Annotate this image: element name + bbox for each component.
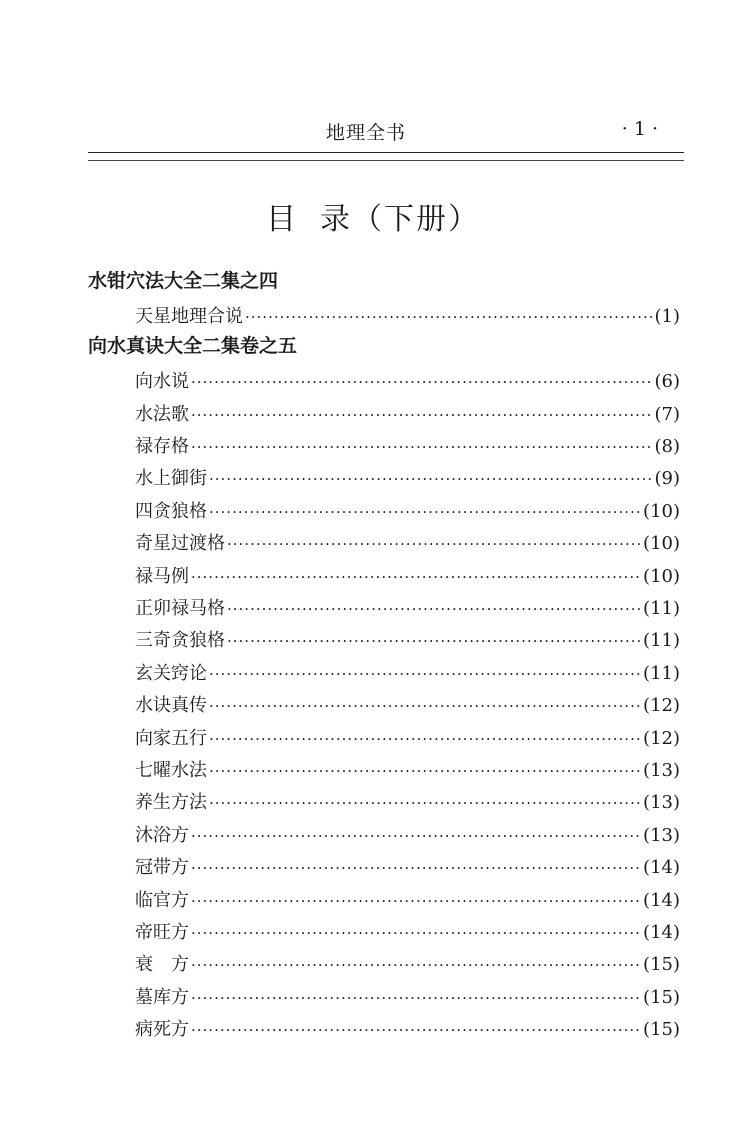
dot-leader [209,730,641,748]
toc-entry-title: 三奇贪狼格 [135,630,225,652]
dot-leader [191,892,641,910]
toc-entry-page: (11) [643,598,680,619]
toc-entry [135,918,680,948]
toc-entry-title: 四贪狼格 [135,500,207,522]
toc-entry-title: 水诀真传 [135,695,207,717]
dot-leader [191,859,641,877]
toc-entry-title: 正卯禄马格 [135,598,225,619]
book-title: 地理全书 [326,122,407,144]
dot-leader [191,956,641,974]
dot-leader [209,794,641,812]
dot-leader [209,665,641,683]
toc-entry-title: 向家五行 [135,727,207,749]
dot-leader [227,632,641,650]
toc-entry-page: (15) [643,986,680,1008]
running-header [88,118,684,148]
toc-entry [135,853,680,883]
toc-entry-title: 临官方 [135,889,189,911]
dot-leader [191,438,653,456]
toc-entry [135,626,680,656]
toc-entry-title: 水上御街 [135,468,207,490]
toc-entry-page: (12) [643,695,680,717]
toc-entry [135,724,680,754]
toc-entry-page: (15) [643,1019,680,1041]
toc-entry-page: (11) [643,662,680,684]
toc-section-title: 向水真诀大全二集卷之五 [88,334,298,357]
toc-entry-title: 衰 方 [135,954,189,976]
toc-entry-page: (10) [643,500,680,522]
dot-leader [209,697,641,715]
toc-entry-title: 天星地理合说 [135,306,243,328]
toc-entry [135,950,680,980]
toc-heading [0,194,746,238]
toc-entry-page: (13) [643,792,680,814]
dot-leader [191,924,641,942]
toc-entry [135,821,680,851]
toc-entry-page: (9) [654,468,680,490]
toc-entry-page: (14) [643,922,680,943]
toc-entry [135,400,680,430]
dot-leader [209,470,653,488]
dot-leader [191,827,641,845]
page-number: · 1 · [621,118,658,140]
toc-entry [135,756,680,786]
dot-leader [191,406,653,424]
toc-entry [135,529,680,559]
toc-entry [135,432,680,462]
toc-entry-page: (7) [654,403,680,425]
toc-entry-page: (1) [654,306,680,328]
toc-entry [135,886,680,916]
toc-entry-title: 沐浴方 [135,824,189,846]
dot-leader [245,308,653,326]
toc-entry [135,497,680,527]
toc-heading-rest: 录（下册） [320,202,480,237]
dot-leader [191,373,653,391]
toc-entry [135,1015,680,1045]
toc-entry-page: (10) [643,533,680,555]
toc-entry-page: (10) [643,565,680,587]
dot-leader [209,503,641,521]
toc-entry-title: 向水说 [135,371,189,393]
toc-section-title: 水钳穴法大全二集之四 [88,270,279,292]
toc-entry [135,691,680,721]
header-rule-top [88,152,684,153]
toc-entry [135,983,680,1013]
toc-entry-title: 玄关窍论 [135,662,207,684]
dot-leader [191,568,641,586]
toc-entry-title: 禄马例 [135,565,189,587]
toc-entry [135,562,680,592]
toc-entry-page: (15) [643,954,680,976]
toc-entry-title: 水法歌 [135,403,189,425]
toc-entry-title: 墓库方 [135,986,189,1008]
toc-entry [135,302,680,332]
toc-entry-title: 养生方法 [135,792,207,814]
dot-leader [227,535,641,553]
toc-entry-page: (6) [654,371,680,393]
toc-entry-title: 冠带方 [135,857,189,879]
toc-entry [135,659,680,689]
toc-entry-page: (12) [643,727,680,749]
toc-entry [135,594,680,624]
toc-entry-title: 奇星过渡格 [135,533,225,555]
header-rule-bottom [88,160,684,161]
toc-entry-title: 病死方 [135,1019,189,1041]
toc-entry [135,464,680,494]
toc-entry-page: (14) [643,857,680,879]
toc-entry [135,788,680,818]
toc-entry-title: 禄存格 [135,436,189,457]
toc-entry-title: 七曜水法 [135,760,207,781]
toc-entry-page: (8) [654,436,680,457]
toc-entry-page: (11) [643,630,680,652]
toc-entry-page: (13) [643,760,680,781]
dot-leader [191,989,641,1007]
dot-leader [191,1021,641,1039]
toc-entry-title: 帝旺方 [135,922,189,943]
dot-leader [209,762,641,780]
toc-heading-main: 目 [266,202,298,237]
toc-entry [135,367,680,397]
dot-leader [227,600,641,618]
toc-entry-page: (14) [643,889,680,911]
toc-entry-page: (13) [643,824,680,846]
